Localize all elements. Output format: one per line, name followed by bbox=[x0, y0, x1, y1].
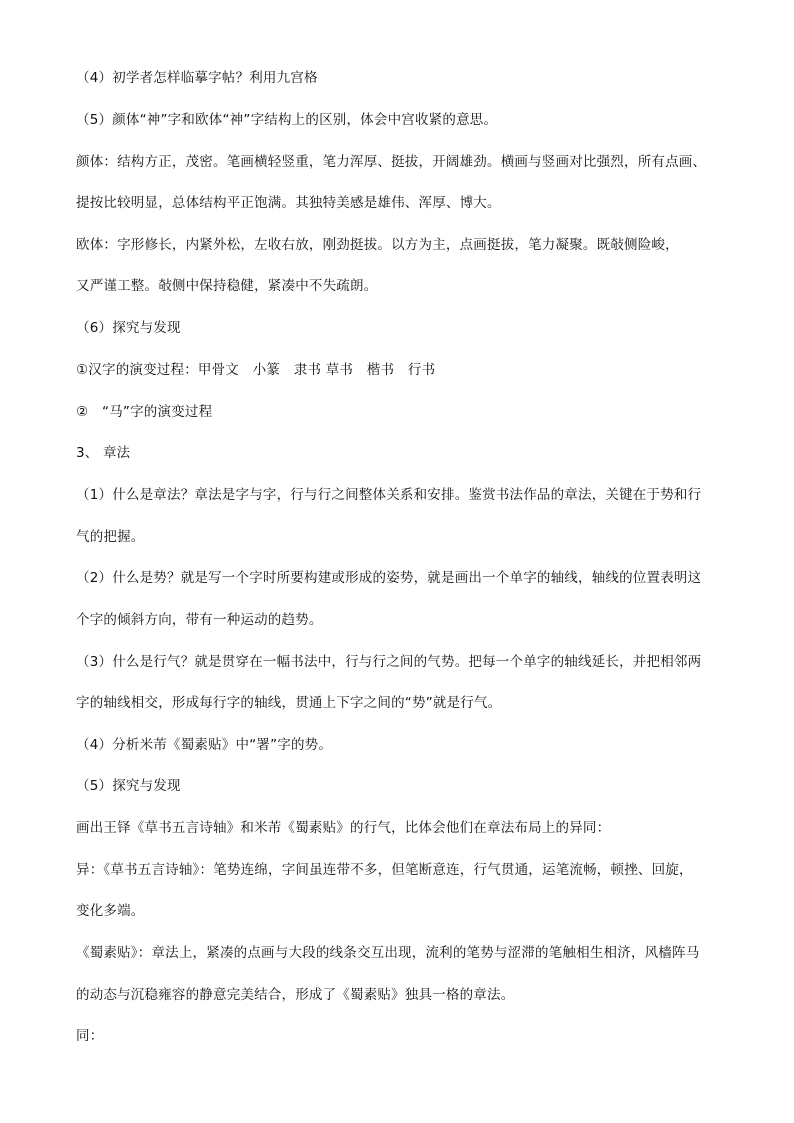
text-line: 字的轴线相交，形成每行字的轴线，贯通上下字之间的“势”就是行气。 bbox=[76, 695, 502, 711]
text-line: （6）探究与发现 bbox=[76, 320, 181, 336]
text-line: （2）什么是势？就是写一个字时所要构建或形成的姿势，就是画出一个单字的轴线，轴线的位置表明这 bbox=[76, 570, 702, 586]
text-line: 的动态与沉稳雍容的静意完美结合，形成了《蜀素贴》独具一格的章法。 bbox=[76, 987, 515, 1003]
text-line: 颜体：结构方正，茂密。笔画横轻竖重，笔力浑厚、挺拔，开阔雄劲。横画与竖画对比强烈，所有点画、 bbox=[76, 154, 707, 170]
text-line: ①汉字的演变过程：甲骨文 小篆 隶书 草书 楷书 行书 bbox=[76, 362, 436, 378]
text-line: （3）什么是行气？就是贯穿在一幅书法中，行与行之间的气势。把每一个单字的轴线延长，并把相邻两 bbox=[76, 654, 702, 670]
text-line: 同： bbox=[76, 1028, 104, 1044]
text-line: （4）分析米芾《蜀素贴》中“署”字的势。 bbox=[76, 737, 333, 753]
text-line: 异：《草书五言诗轴》：笔势连绵，字间虽连带不多，但笔断意连，行气贯通，运笔流畅，顿挫、回旋， bbox=[76, 862, 693, 878]
text-line: 个字的倾斜方向，带有一种运动的趋势。 bbox=[76, 612, 323, 628]
text-line: 气的把握。 bbox=[76, 529, 145, 545]
text-line: （4）初学者怎样临摹字帖？利用九宫格 bbox=[76, 70, 318, 86]
text-line: （1）什么是章法？章法是字与字，行与行之间整体关系和安排。鉴赏书法作品的章法，关键在于势和行 bbox=[76, 487, 702, 503]
section-heading: 3、 章法 bbox=[76, 445, 131, 461]
text-line: （5）颜体“神”字和欧体“神”字结构上的区别，体会中宫收紧的意思。 bbox=[76, 112, 498, 128]
text-line: 《蜀素贴》：章法上，紧凑的点画与大段的线条交互出现，流利的笔势与涩滞的笔触相生相济，风樯阵马 bbox=[76, 945, 700, 961]
text-line: ② “马”字的演变过程 bbox=[76, 404, 213, 420]
text-line: 欧体：字形修长，内紧外松，左收右放，刚劲挺拔。以方为主，点画挺拔，笔力凝聚。既敧侧险峻， bbox=[76, 237, 679, 253]
text-line: 提按比较明显，总体结构平正饱满。其独特美感是雄伟、浑厚、博大。 bbox=[76, 195, 501, 211]
text-line: 画出王铎《草书五言诗轴》和米芾《蜀素贴》的行气，比体会他们在章法布局上的异同： bbox=[76, 820, 611, 836]
text-line: 变化多端。 bbox=[76, 903, 145, 919]
text-line: （5）探究与发现 bbox=[76, 778, 181, 794]
text-line: 又严谨工整。敧侧中保持稳健，紧凑中不失疏朗。 bbox=[76, 278, 378, 294]
